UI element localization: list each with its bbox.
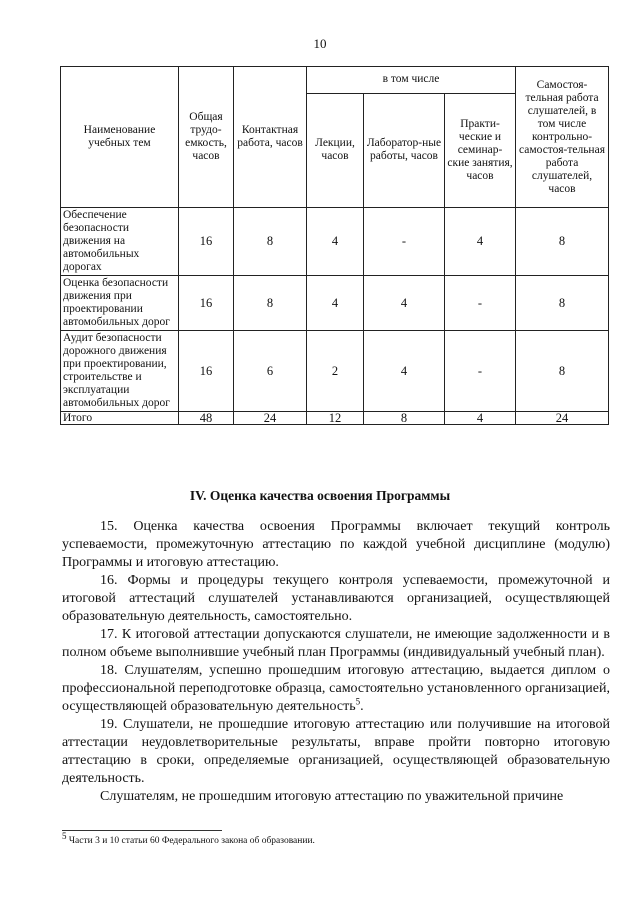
row-total: 16	[179, 331, 234, 412]
paragraph-16: 16. Формы и процедуры текущего контроля успеваемости, промежуточной и итоговой аттестаций слушателей устанавливаются организацией, осуществляющей образовательную деятельность, самостоятельно.	[62, 573, 610, 624]
total-lectures: 12	[307, 412, 364, 425]
total-self-study: 24	[516, 412, 609, 425]
total-label: Итого	[61, 412, 179, 425]
table-total-row	[61, 412, 609, 425]
total-labs: 8	[364, 412, 445, 425]
footnote-divider	[62, 830, 222, 831]
row-labs: 4	[364, 276, 445, 331]
header-including: в том числе	[307, 67, 516, 94]
row-practice: -	[445, 331, 516, 412]
header-contact-hours: Контактная работа, часов	[234, 67, 307, 208]
table-row	[61, 276, 609, 331]
row-practice: -	[445, 276, 516, 331]
row-total: 16	[179, 276, 234, 331]
row-contact: 6	[234, 331, 307, 412]
footnote-mark: 5	[62, 831, 67, 841]
table-row	[61, 331, 609, 412]
row-lectures: 2	[307, 331, 364, 412]
header-self-study: Самостоя-тельная работа слушателей, в том числе контрольно-самостоя-тельная работа слушателей, часов	[516, 67, 609, 208]
header-practice: Практи-ческие и семинар-ские занятия, часов	[445, 93, 516, 207]
page-number: 10	[313, 36, 327, 51]
row-lectures: 4	[307, 208, 364, 276]
total-contact: 24	[234, 412, 307, 425]
footnote	[62, 831, 610, 847]
row-topic: Оценка безопасности движения при проектировании автомобильных дорог	[61, 276, 179, 331]
row-self-study: 8	[516, 276, 609, 331]
header-total-hours: Общая трудо-емкость, часов	[179, 67, 234, 208]
header-lectures: Лекции, часов	[307, 93, 364, 207]
paragraph-18-text: 18. Слушателям, успешно прошедшим итоговую аттестацию, выдается диплом о профессиональной переподготовке образца, самостоятельно установленного организацией, осуществляющей образовательную деятельность	[62, 663, 610, 714]
table-header-row	[61, 67, 609, 94]
row-self-study: 8	[516, 208, 609, 276]
paragraph-17: 17. К итоговой аттестации допускаются слушатели, не имеющие задолженности и в полном объеме выполнившие учебный план Программы (индивидуальный учебный план).	[62, 627, 610, 660]
header-topic: Наименование учебных тем	[61, 67, 179, 208]
total-practice: 4	[445, 412, 516, 425]
paragraph-18-end: .	[360, 699, 364, 714]
row-labs: 4	[364, 331, 445, 412]
row-self-study: 8	[516, 331, 609, 412]
row-labs: -	[364, 208, 445, 276]
paragraph-19: 19. Слушатели, не прошедшие итоговую аттестацию или получившие на итоговой аттестации неудовлетворительные результаты, вправе пройти повторно итоговую аттестацию в сроки, определяемые организацией, осуществляющей образовательную деятельность.	[62, 717, 610, 786]
total-hours: 48	[179, 412, 234, 425]
row-total: 16	[179, 208, 234, 276]
row-topic: Аудит безопасности дорожного движения при проектировании, строительстве и эксплуатации автомобильных дорог	[61, 331, 179, 412]
section-title: IV. Оценка качества освоения Программы	[189, 488, 451, 503]
footnote-reference: 5	[355, 696, 361, 707]
table-row	[61, 208, 609, 276]
paragraph-18	[62, 662, 610, 716]
row-contact: 8	[234, 208, 307, 276]
row-topic: Обеспечение безопасности движения на автомобильных дорогах	[61, 208, 179, 276]
row-contact: 8	[234, 276, 307, 331]
body-text	[62, 518, 610, 806]
curriculum-table	[60, 66, 609, 425]
row-lectures: 4	[307, 276, 364, 331]
paragraph-15: 15. Оценка качества освоения Программы включает текущий контроль успеваемости, промежуточную аттестацию по каждой учебной дисциплине (модулю) Программы и итоговую аттестацию.	[62, 519, 610, 570]
header-labs: Лаборатор-ные работы, часов	[364, 93, 445, 207]
footnote-text: Части 3 и 10 статьи 60 Федерального закона об образовании.	[66, 836, 315, 847]
row-practice: 4	[445, 208, 516, 276]
paragraph-20: Слушателям, не прошедшим итоговую аттестацию по уважительной причине	[100, 789, 564, 804]
